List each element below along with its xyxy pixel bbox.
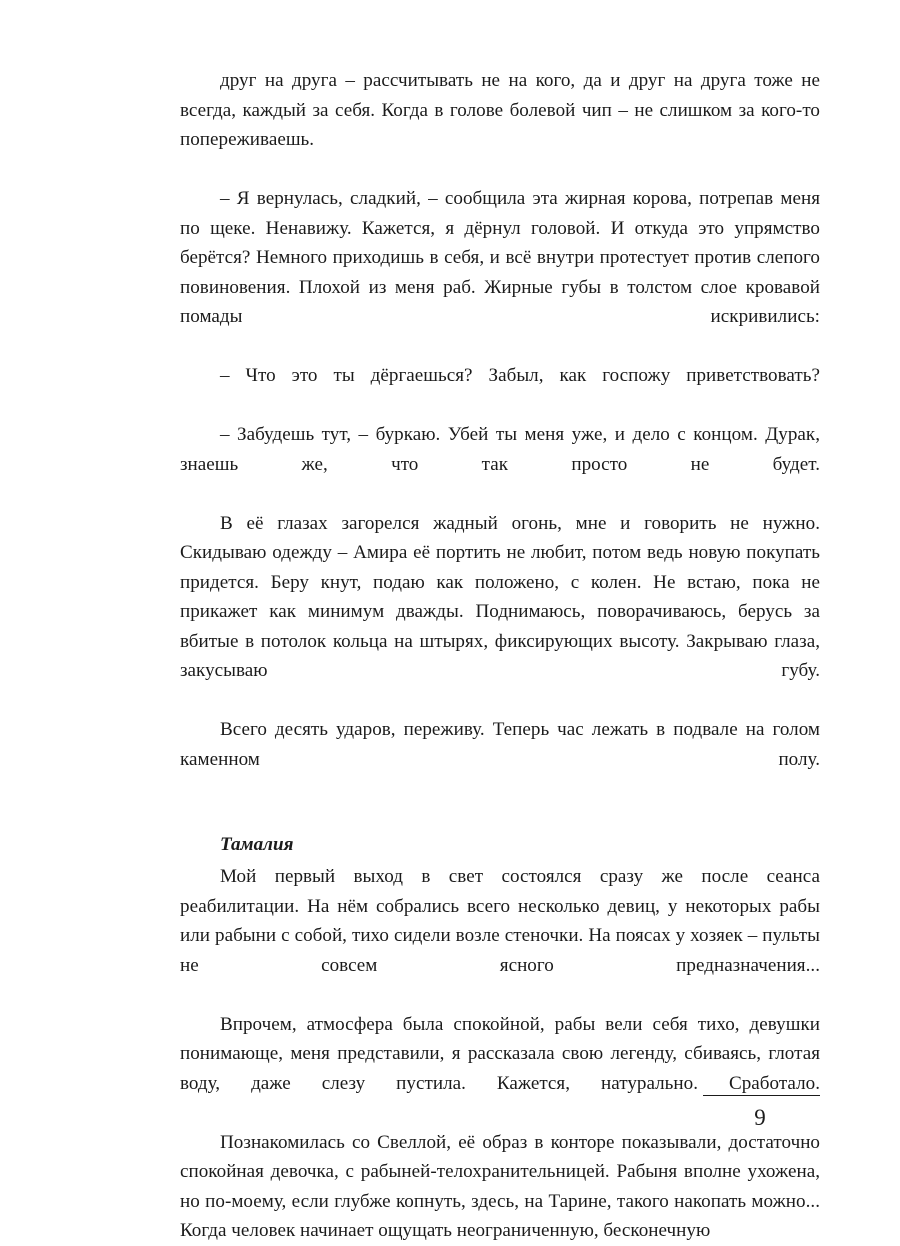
paragraph-dialog-1: – Я вернулась, сладкий, – сообщила эта жирная корова, потрепав меня по щеке. Ненавижу. Кажется, я дёрнул головой. И откуда это упрямство берётся? Немного приходишь в себя, и всё внутри протестует против слепого повиновения. Плохой из меня раб. Жирные губы в толстом слое кровавой помады искривились: [180, 188, 820, 327]
page-number: 9 [754, 1105, 766, 1130]
paragraph-dialog-2: – Что это ты дёргаешься? Забыл, как госпожу приветствовать? [220, 365, 820, 386]
paragraph-dialog-3: – Забудешь тут, – буркаю. Убей ты меня уже, и дело с концом. Дурак, знаешь же, что так просто не будет. [180, 424, 820, 475]
heading-spacer-above [180, 804, 820, 830]
paragraph-tamaliya-1: Мой первый выход в свет состоялся сразу же после сеанса реабилитации. На нём собрались всего несколько девиц, у некоторых рабы или рабыни с собой, тихо сидели возле стеночки. На поясах у хозяек – пульты не совсем ясного предназначения... [180, 866, 820, 976]
footer-divider-rule [703, 1095, 820, 1096]
text-column [180, 66, 820, 1246]
paragraph-tamaliya-2: Впрочем, атмосфера была спокойной, рабы вели себя тихо, девушки понимающе, меня представили, я рассказала свою легенду, сбиваясь, глотая воду, даже слезу пустила. Кажется, натурально. Сработало. [180, 1013, 820, 1094]
paragraph-tamaliya-3: Познакомилась со Свеллой, её образ в конторе показывали, достаточно спокойная девочка, с рабыней-телохранительницей. Рабыня вполне ухожена, но по-моему, если глубже копнуть, здесь, на Тарине, такого накопать можно... Когда человек начинает ощущать неограниченную, бесконечную [180, 1131, 820, 1241]
paragraph-narrative-1: В её глазах загорелся жадный огонь, мне и говорить не нужно. Скидываю одежду – Амира её портить не любит, потом ведь новую покупать придется. Беру кнут, подаю как положено, с колен. Не встаю, пока не прикажет как минимум дважды. Поднимаюсь, поворачиваюсь, берусь за вбитые в потолок кольца на штырях, фиксирующих высоту. Закрываю глаза, закусываю губу. [180, 512, 820, 681]
paragraph-continued: друг на друга – рассчитывать не на кого, да и друг на друга тоже не всегда, каждый за себя. Когда в голове болевой чип – не слишком за кого-то попереживаешь. [180, 70, 820, 150]
paragraph-narrative-2: Всего десять ударов, переживу. Теперь час лежать в подвале на голом каменном полу. [180, 719, 820, 770]
section-heading-tamaliya: Тамалия [220, 833, 294, 855]
